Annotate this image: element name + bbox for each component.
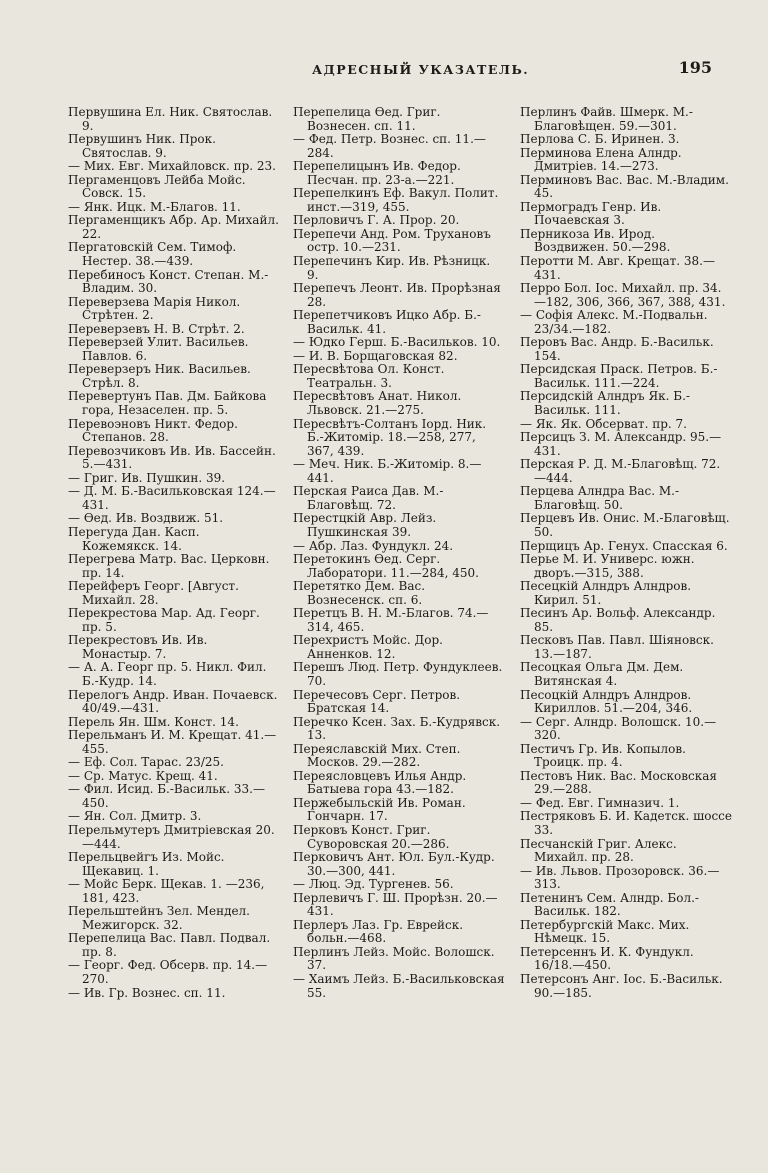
directory-entry: Пермоградъ Генр. Ив. Почаевская 3.: [520, 199, 662, 228]
directory-entry: Пересвѣтовъ Анат. Никол. Львовск. 21.—275.: [293, 389, 462, 418]
directory-entry: Перро Бол. Іос. Михайл. пр. 34.—182, 306, 366, 367, 388, 431.: [520, 281, 726, 309]
directory-entry: Перельцвейгъ Из. Мойс. Щекавиц. 1.: [68, 850, 225, 878]
directory-entry: Перепечинъ Кир. Ив. Рѣзницк. 9.: [293, 254, 491, 282]
directory-entry: Пергаменцовъ Лейба Мойс. Совск. 15.: [68, 172, 246, 201]
directory-entry: Песецкій Алндръ Алндров. Кирил. 51.: [520, 579, 692, 607]
directory-entry: Пергаменщикъ Абр. Ар. Михайл. 22.: [68, 213, 279, 241]
directory-entry: — Ср. Матус. Крещ. 41.: [68, 768, 218, 783]
directory-entry: Песоцкій Алндръ Алндров. Кириллов. 51.—204, 346.: [520, 687, 693, 716]
directory-entry: Перлова С. Б. Иринен. 3.: [520, 132, 680, 147]
directory-entry: Перлевичъ Г. Ш. Прорѣзн. 20.—431.: [293, 890, 498, 919]
directory-entry: Переясловцевъ Илья Андр. Батыева гора 43.—182.: [293, 768, 467, 797]
directory-entry: Персидскій Алндръ Як. Б.-Васильк. 111.: [520, 389, 690, 418]
directory-entry: Перель Ян. Шм. Конст. 14.: [68, 714, 239, 729]
directory-entry: Перечесовъ Серг. Петров. Братская 14.: [293, 687, 461, 716]
page-header: [0, 58, 768, 84]
directory-entry: Перцева Алндра Вас. М.-Благовѣщ. 50.: [520, 484, 680, 512]
directory-entry: Пергатовскій Сем. Тимоф. Нестер. 38.—439.: [68, 240, 237, 269]
column-2: [293, 106, 505, 1000]
directory-entry: Переверзева Марія Никол. Стрѣтен. 2.: [68, 294, 241, 323]
directory-entry: — Мих. Евг. Михайловск. пр. 23.: [68, 159, 276, 174]
directory-entry: — Юдко Герш. Б.-Васильков. 10.: [293, 335, 501, 350]
directory-entry: — Люц. Эд. Тургенев. 56.: [293, 877, 454, 892]
column-1: [68, 106, 280, 1000]
directory-entry: — Софія Алекс. М.-Подвальн. 23/34.—182.: [520, 308, 708, 336]
directory-entry: Перегуда Дан. Касп. Кожемякск. 14.: [68, 524, 200, 553]
directory-entry: Перская Раиса Дав. М.-Благовѣщ. 72.: [293, 484, 444, 512]
directory-entry: — Мойс Берк. Щекав. 1. —236, 181, 423.: [68, 877, 265, 905]
directory-entry: — Хаимъ Лейз. Б.-Васильковская 55.: [293, 972, 505, 1000]
directory-entry: Перепелицынъ Ив. Федор. Песчан. пр. 23-а.—221.: [293, 159, 461, 187]
directory-entry: Перепечъ Леонт. Ив. Прорѣзная 28.: [293, 281, 501, 309]
directory-entry: — Георг. Фед. Обсерв. пр. 14.—270.: [68, 958, 268, 986]
directory-entry: Песоцкая Ольга Дм. Дем. Витянская 4.: [520, 660, 684, 688]
directory-entry: Перешъ Люд. Петр. Фундуклеев. 70.: [293, 660, 503, 688]
column-3: [520, 106, 732, 1000]
directory-entry: Перовъ Вас. Андр. Б.-Васильк. 154.: [520, 335, 714, 363]
directory-entry: Перестцкій Авр. Лейз. Пушкинская 39.: [293, 511, 437, 539]
directory-entry: Перетцъ В. Н. М.-Благов. 74.—314, 465.: [293, 606, 489, 634]
directory-entry: Переверзевъ Н. В. Стрѣт. 2.: [68, 321, 245, 336]
directory-entry: Перщицъ Ар. Генух. Спасская 6.: [520, 538, 728, 553]
directory-entry: Перейферъ Георг. [Август. Михайл. 28.: [68, 579, 239, 607]
directory-entry: Перельштейнъ Зел. Мендел. Межигорск. 32.: [68, 904, 250, 932]
directory-entry: Перепелица Вас. Павл. Подвал. пр. 8.: [68, 931, 271, 959]
directory-entry: Перковъ Конст. Григ. Суворовская 20.—286.: [293, 822, 450, 851]
directory-entry: Переверзеръ Ник. Васильев. Стрѣл. 8.: [68, 362, 251, 390]
directory-entry: Первушина Ел. Ник. Святослав. 9.: [68, 105, 273, 133]
directory-entry: Перевоэновъ Никт. Федор. Степанов. 28.: [68, 416, 238, 445]
directory-entry: Пестичъ Гр. Ив. Копылов. Троицк. пр. 4.: [520, 741, 686, 770]
directory-entry: Перечко Ксен. Зах. Б.-Кудрявск. 13.: [293, 714, 501, 743]
directory-entry: Песчанскій Григ. Алекс. Михайл. пр. 28.: [520, 836, 677, 865]
directory-entry: — Серг. Алндр. Волошск. 10.—320.: [520, 714, 717, 743]
directory-entry: Персидская Праск. Петров. Б.-Васильк. 111.—224.: [520, 362, 718, 390]
directory-entry: Перлинъ Лейз. Мойс. Волошск. 37.: [293, 944, 495, 973]
directory-entry: Пересвѣтъ-Солтанъ Іорд. Ник. Б.-Житомір. 18.—258, 277, 367, 439.: [293, 416, 487, 458]
directory-entry: — Ѳед. Ив. Воздвиж. 51.: [68, 511, 224, 526]
directory-entry: Перловичъ Г. А. Прор. 20.: [293, 213, 460, 228]
directory-entry: — Ян. Сол. Дмитр. 3.: [68, 809, 202, 824]
directory-entry: Переяславскій Мих. Степ. Москов. 29.—282.: [293, 741, 461, 770]
directory-entry: Перепетчиковъ Ицко Абр. Б.-Васильк. 41.: [293, 308, 481, 336]
directory-entry: Петерсеннъ И. К. Фундукл. 16/18.—450.: [520, 944, 694, 973]
directory-entry: — Григ. Ив. Пушкин. 39.: [68, 470, 226, 485]
directory-entry: Перельманъ И. М. Крещат. 41.—455.: [68, 728, 277, 756]
directory-entry: Перье М. И. Универс. южн. дворъ.—315, 388.: [520, 552, 695, 580]
directory-entry: Персицъ З. М. Александр. 95.—431.: [520, 430, 722, 458]
directory-entry: Песковъ Пав. Павл. Шіяновск. 13.—187.: [520, 633, 714, 661]
directory-entry: Перебиносъ Конст. Степан. М.-Владим. 30.: [68, 267, 269, 296]
page-number: 195: [678, 58, 712, 77]
directory-entry: Пересвѣтова Ол. Конст. Театральн. 3.: [293, 362, 445, 390]
directory-entry: Перминова Елена Алндр. Дмитріев. 14.—273.: [520, 145, 682, 174]
directory-entry: Перехристъ Мойс. Дор. Анненков. 12.: [293, 633, 443, 661]
directory-entry: — Як. Як. Обсерват. пр. 7.: [520, 416, 687, 431]
directory-entry: Петерсонъ Анг. Іос. Б.-Васильк. 90.—185.: [520, 972, 723, 1000]
directory-entry: Петербургскій Макс. Мих. Нѣмецк. 15.: [520, 917, 690, 946]
directory-entry: Перникоза Ив. Ирод. Воздвижен. 50.—298.: [520, 226, 671, 255]
directory-entry: — Фед. Петр. Вознес. сп. 11.—284.: [293, 132, 486, 160]
directory-entry: — Ив. Гр. Вознес. сп. 11.: [68, 985, 226, 1000]
directory-entry: — Еф. Сол. Тарас. 23/25.: [68, 755, 224, 770]
directory-entry: — Фил. Исид. Б.-Васильк. 33.—450.: [68, 782, 265, 810]
directory-entry: — Д. М. Б.-Васильковская 124.—431.: [68, 484, 276, 512]
directory-entry: Перепелкинъ Еф. Вакул. Полит. инст.—319, 455.: [293, 186, 499, 214]
directory-entry: Перельмутеръ Дмитріевская 20.—444.: [68, 822, 275, 851]
directory-entry: Перевозчиковъ Ив. Ив. Бассейн. 5.—431.: [68, 443, 276, 472]
directory-entry: — Абр. Лаз. Фундукл. 24.: [293, 538, 454, 553]
directory-entry: Перминовъ Вас. Вас. М.-Владим. 45.: [520, 172, 729, 201]
directory-entry: Перепелица Ѳед. Григ. Вознесен. сп. 11.: [293, 105, 441, 133]
directory-entry: Перетятко Дем. Вас. Вознесенск. сп. 6.: [293, 579, 426, 607]
running-title: АДРЕСНЫЙ УКАЗАТЕЛЬ.: [312, 62, 530, 77]
directory-entry: Пержебыльскій Ив. Роман. Гончарн. 17.: [293, 795, 466, 824]
directory-entry: — Янк. Ицк. М.-Благов. 11.: [68, 199, 241, 214]
directory-entry: Перегрева Матр. Вас. Церковн. пр. 14.: [68, 552, 270, 580]
directory-entry: Перелогъ Андр. Иван. Почаевск. 40/49.—431.: [68, 687, 278, 716]
directory-entry: Перотти М. Авг. Крещат. 38.—431.: [520, 254, 715, 282]
directory-entry: Перковичъ Ант. Юл. Бул.-Кудр. 30.—300, 441.: [293, 850, 495, 878]
directory-entry: Пестовъ Ник. Вас. Московская 29.—288.: [520, 768, 717, 797]
directory-entry: — Фед. Евг. Гимназич. 1.: [520, 795, 680, 810]
directory-entry: Перекрестовъ Ив. Ив. Монастыр. 7.: [68, 633, 208, 661]
directory-entry: Перлеръ Лаз. Гр. Еврейск. больн.—468.: [293, 917, 464, 946]
directory-entry: Перлинъ Файв. Шмерк. М.-Благовѣщен. 59.—301.: [520, 105, 693, 133]
directory-entry: — А. А. Георг пр. 5. Никл. Фил. Б.-Кудр. 14.: [68, 660, 267, 688]
directory-entry: Перская Р. Д. М.-Благовѣщ. 72.—444.: [520, 457, 721, 485]
directory-entry: Переверзей Улит. Васильев. Павлов. 6.: [68, 335, 249, 363]
directory-entry: Перцевъ Ив. Онис. М.-Благовѣщ. 50.: [520, 511, 730, 539]
directory-entry: Первушинъ Ник. Прок. Святослав. 9.: [68, 132, 216, 160]
directory-entry: Перекрестова Мар. Ад. Георг. пр. 5.: [68, 606, 260, 634]
directory-entry: — Меч. Ник. Б.-Житомір. 8.—441.: [293, 457, 482, 485]
directory-entry: Пестряковъ Б. И. Кадетск. шоссе 33.: [520, 809, 732, 837]
directory-entry: Перепечи Анд. Ром. Трухановъ остр. 10.—231.: [293, 226, 491, 255]
directory-entry: Песинъ Ар. Вольф. Александр. 85.: [520, 606, 716, 634]
directory-entry: Петенинъ Сем. Алндр. Бол.-Васильк. 182.: [520, 890, 699, 919]
directory-entry: Перетокинъ Ѳед. Серг. Лаборатори. 11.—284, 450.: [293, 552, 479, 580]
directory-entry: — И. В. Борщаговская 82.: [293, 348, 458, 363]
directory-entry: Перевертунъ Пав. Дм. Байкова гора, Незаселен. пр. 5.: [68, 389, 267, 418]
directory-entry: — Ив. Львов. Прозоровск. 36.—313.: [520, 863, 720, 892]
